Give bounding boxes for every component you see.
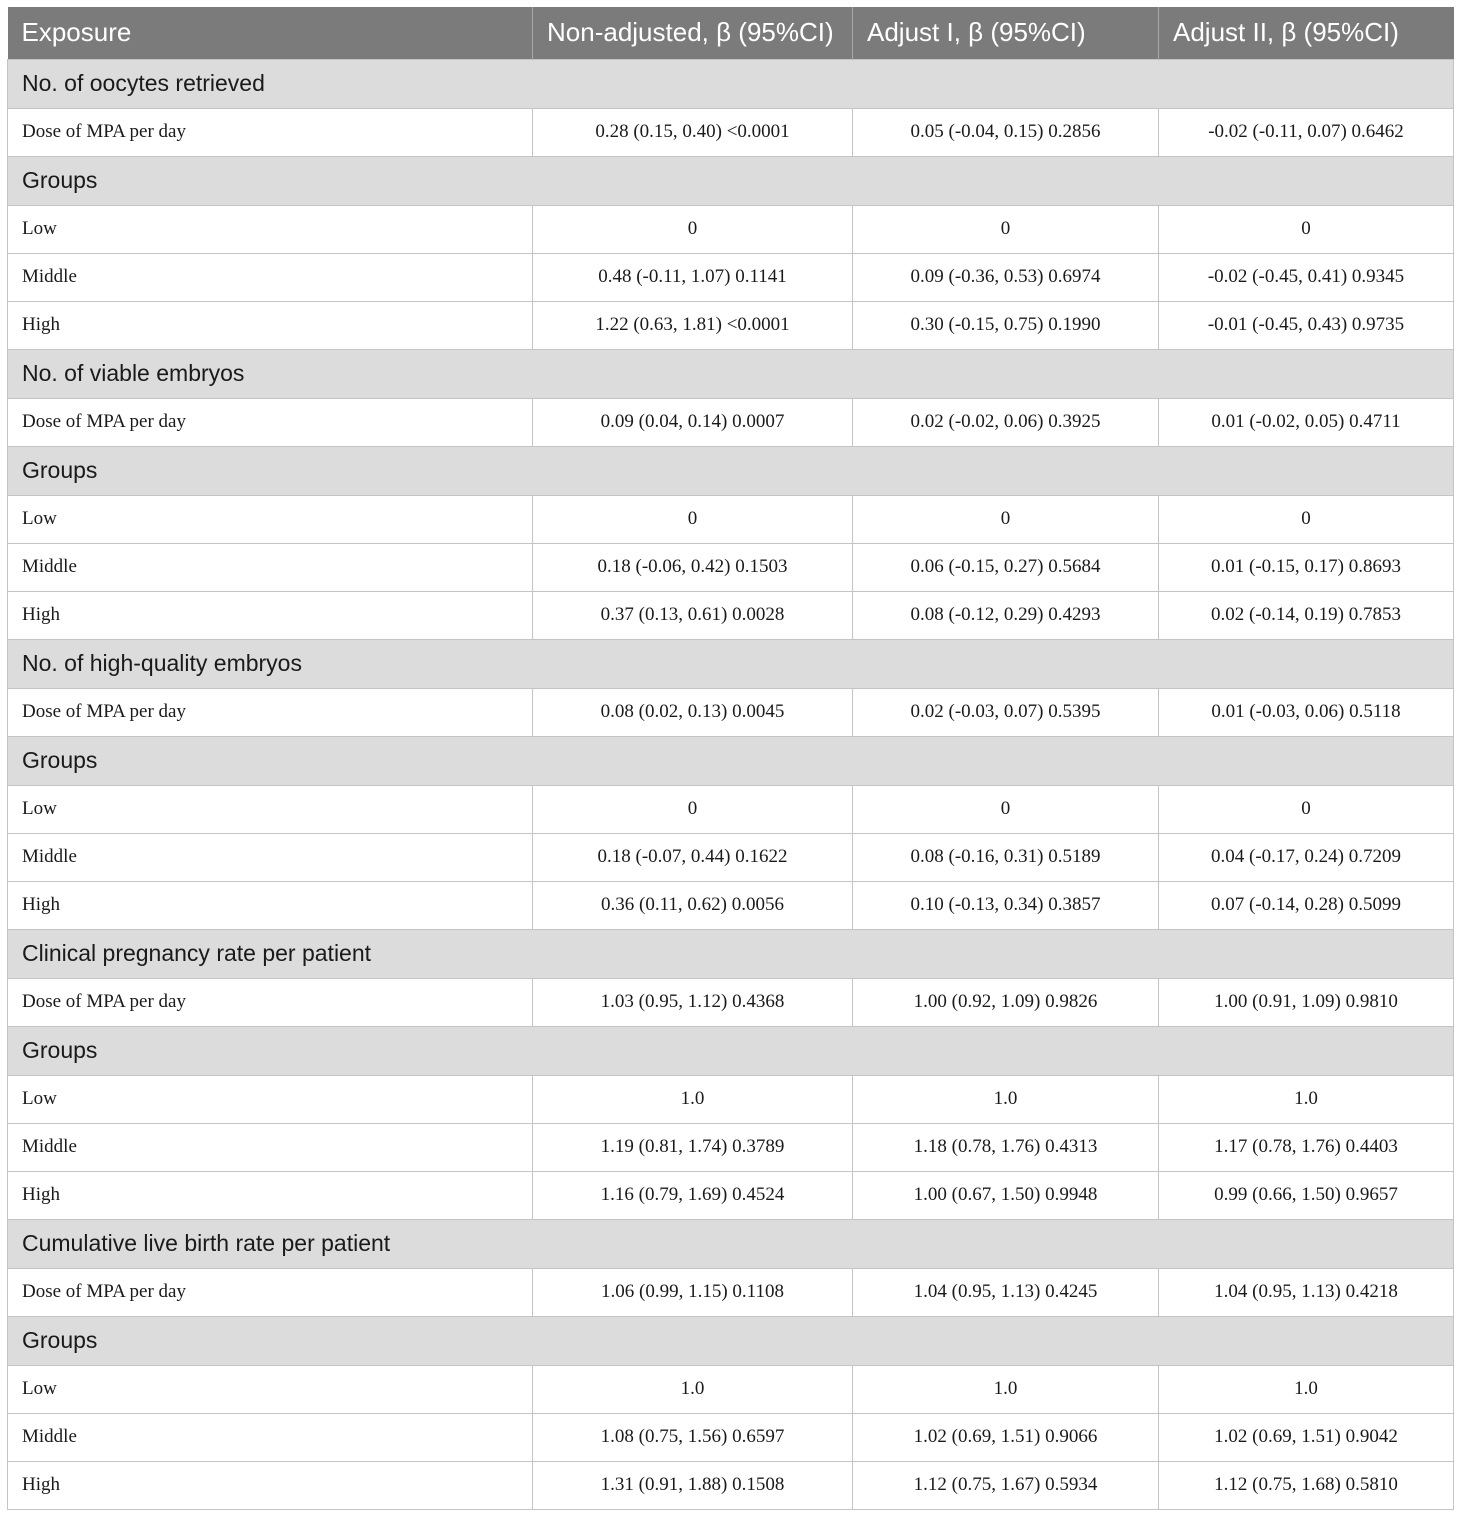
- cell-non-adjusted: 0.18 (-0.07, 0.44) 0.1622: [533, 833, 853, 881]
- section-label: Groups: [8, 736, 1454, 785]
- table-row: [8, 1075, 1454, 1123]
- header-adjust-ii: Adjust II, β (95%CI): [1159, 7, 1454, 59]
- cell-non-adjusted: 1.08 (0.75, 1.56) 0.6597: [533, 1413, 853, 1461]
- row-label: Dose of MPA per day: [8, 398, 533, 446]
- cell-adjust-ii: -0.02 (-0.11, 0.07) 0.6462: [1159, 108, 1454, 156]
- section-label: Groups: [8, 1026, 1454, 1075]
- table-row: [8, 1171, 1454, 1219]
- cell-adjust-i: 0.30 (-0.15, 0.75) 0.1990: [853, 301, 1159, 349]
- section-header-row: [8, 446, 1454, 495]
- row-label: Low: [8, 495, 533, 543]
- table-row: [8, 1123, 1454, 1171]
- table-row: [8, 495, 1454, 543]
- table-row: [8, 1268, 1454, 1316]
- cell-non-adjusted: 0.48 (-0.11, 1.07) 0.1141: [533, 253, 853, 301]
- table-row: [8, 1413, 1454, 1461]
- table-row: [8, 881, 1454, 929]
- row-label: Low: [8, 785, 533, 833]
- table-row: [8, 833, 1454, 881]
- header-adjust-i: Adjust I, β (95%CI): [853, 7, 1159, 59]
- row-label: High: [8, 881, 533, 929]
- cell-adjust-ii: 0.04 (-0.17, 0.24) 0.7209: [1159, 833, 1454, 881]
- cell-non-adjusted: 0.28 (0.15, 0.40) <0.0001: [533, 108, 853, 156]
- row-label: High: [8, 1461, 533, 1509]
- section-header-row: [8, 929, 1454, 978]
- header-non-adjusted: Non-adjusted, β (95%CI): [533, 7, 853, 59]
- table-row: [8, 108, 1454, 156]
- cell-non-adjusted: 1.0: [533, 1075, 853, 1123]
- row-label: Middle: [8, 253, 533, 301]
- cell-adjust-ii: -0.02 (-0.45, 0.41) 0.9345: [1159, 253, 1454, 301]
- cell-non-adjusted: 0.36 (0.11, 0.62) 0.0056: [533, 881, 853, 929]
- cell-non-adjusted: 0: [533, 495, 853, 543]
- section-header-row: [8, 639, 1454, 688]
- table-row: [8, 1365, 1454, 1413]
- header-row: [8, 7, 1454, 59]
- cell-adjust-ii: 1.17 (0.78, 1.76) 0.4403: [1159, 1123, 1454, 1171]
- row-label: Low: [8, 1365, 533, 1413]
- cell-adjust-ii: 1.04 (0.95, 1.13) 0.4218: [1159, 1268, 1454, 1316]
- table-row: [8, 398, 1454, 446]
- cell-adjust-ii: 0.01 (-0.02, 0.05) 0.4711: [1159, 398, 1454, 446]
- cell-adjust-i: 1.00 (0.92, 1.09) 0.9826: [853, 978, 1159, 1026]
- table-row: [8, 785, 1454, 833]
- table-body: [8, 59, 1454, 1509]
- row-label: Dose of MPA per day: [8, 688, 533, 736]
- cell-adjust-i: 0.02 (-0.02, 0.06) 0.3925: [853, 398, 1159, 446]
- row-label: High: [8, 301, 533, 349]
- table-row: [8, 978, 1454, 1026]
- cell-non-adjusted: 1.19 (0.81, 1.74) 0.3789: [533, 1123, 853, 1171]
- table-row: [8, 205, 1454, 253]
- cell-adjust-i: 1.0: [853, 1075, 1159, 1123]
- row-label: Low: [8, 205, 533, 253]
- cell-adjust-i: 1.0: [853, 1365, 1159, 1413]
- cell-non-adjusted: 1.03 (0.95, 1.12) 0.4368: [533, 978, 853, 1026]
- cell-adjust-ii: 1.0: [1159, 1075, 1454, 1123]
- section-header-row: [8, 59, 1454, 108]
- table-row: [8, 253, 1454, 301]
- section-label: Groups: [8, 446, 1454, 495]
- section-header-row: [8, 1026, 1454, 1075]
- results-table: [7, 7, 1454, 1510]
- cell-adjust-ii: 0.07 (-0.14, 0.28) 0.5099: [1159, 881, 1454, 929]
- cell-adjust-i: 0: [853, 495, 1159, 543]
- section-label: Cumulative live birth rate per patient: [8, 1219, 1454, 1268]
- cell-adjust-i: 0: [853, 785, 1159, 833]
- cell-non-adjusted: 1.0: [533, 1365, 853, 1413]
- section-header-row: [8, 349, 1454, 398]
- table-row: [8, 543, 1454, 591]
- section-header-row: [8, 736, 1454, 785]
- cell-adjust-i: 1.02 (0.69, 1.51) 0.9066: [853, 1413, 1159, 1461]
- table-row: [8, 301, 1454, 349]
- header-exposure: Exposure: [8, 7, 533, 59]
- section-label: No. of high-quality embryos: [8, 639, 1454, 688]
- cell-adjust-ii: 0: [1159, 205, 1454, 253]
- cell-adjust-ii: 0.99 (0.66, 1.50) 0.9657: [1159, 1171, 1454, 1219]
- table-row: [8, 1461, 1454, 1509]
- row-label: Middle: [8, 1123, 533, 1171]
- cell-adjust-i: 1.12 (0.75, 1.67) 0.5934: [853, 1461, 1159, 1509]
- table-row: [8, 688, 1454, 736]
- section-header-row: [8, 156, 1454, 205]
- cell-adjust-ii: 0.01 (-0.03, 0.06) 0.5118: [1159, 688, 1454, 736]
- cell-adjust-ii: 1.12 (0.75, 1.68) 0.5810: [1159, 1461, 1454, 1509]
- cell-non-adjusted: 0.37 (0.13, 0.61) 0.0028: [533, 591, 853, 639]
- cell-non-adjusted: 1.16 (0.79, 1.69) 0.4524: [533, 1171, 853, 1219]
- cell-adjust-ii: 0: [1159, 785, 1454, 833]
- table-header: [8, 7, 1454, 59]
- row-label: High: [8, 1171, 533, 1219]
- cell-non-adjusted: 0.18 (-0.06, 0.42) 0.1503: [533, 543, 853, 591]
- cell-adjust-i: 0: [853, 205, 1159, 253]
- cell-adjust-i: 0.06 (-0.15, 0.27) 0.5684: [853, 543, 1159, 591]
- cell-non-adjusted: 0: [533, 785, 853, 833]
- cell-non-adjusted: 1.22 (0.63, 1.81) <0.0001: [533, 301, 853, 349]
- section-label: No. of oocytes retrieved: [8, 59, 1454, 108]
- row-label: Dose of MPA per day: [8, 978, 533, 1026]
- row-label: Low: [8, 1075, 533, 1123]
- cell-non-adjusted: 0.09 (0.04, 0.14) 0.0007: [533, 398, 853, 446]
- cell-adjust-ii: 1.0: [1159, 1365, 1454, 1413]
- section-label: Clinical pregnancy rate per patient: [8, 929, 1454, 978]
- row-label: Middle: [8, 543, 533, 591]
- section-label: Groups: [8, 156, 1454, 205]
- cell-adjust-ii: 1.02 (0.69, 1.51) 0.9042: [1159, 1413, 1454, 1461]
- row-label: High: [8, 591, 533, 639]
- row-label: Dose of MPA per day: [8, 1268, 533, 1316]
- cell-non-adjusted: 1.31 (0.91, 1.88) 0.1508: [533, 1461, 853, 1509]
- section-label: No. of viable embryos: [8, 349, 1454, 398]
- section-label: Groups: [8, 1316, 1454, 1365]
- cell-adjust-ii: 0: [1159, 495, 1454, 543]
- cell-adjust-i: 0.02 (-0.03, 0.07) 0.5395: [853, 688, 1159, 736]
- table-row: [8, 591, 1454, 639]
- cell-adjust-i: 1.04 (0.95, 1.13) 0.4245: [853, 1268, 1159, 1316]
- row-label: Middle: [8, 833, 533, 881]
- cell-adjust-ii: 1.00 (0.91, 1.09) 0.9810: [1159, 978, 1454, 1026]
- cell-adjust-i: 0.09 (-0.36, 0.53) 0.6974: [853, 253, 1159, 301]
- results-table-container: [7, 7, 1453, 1510]
- cell-non-adjusted: 0: [533, 205, 853, 253]
- section-header-row: [8, 1316, 1454, 1365]
- cell-adjust-ii: 0.01 (-0.15, 0.17) 0.8693: [1159, 543, 1454, 591]
- cell-adjust-i: 1.18 (0.78, 1.76) 0.4313: [853, 1123, 1159, 1171]
- cell-adjust-i: 0.08 (-0.12, 0.29) 0.4293: [853, 591, 1159, 639]
- cell-adjust-ii: -0.01 (-0.45, 0.43) 0.9735: [1159, 301, 1454, 349]
- cell-non-adjusted: 0.08 (0.02, 0.13) 0.0045: [533, 688, 853, 736]
- cell-adjust-i: 1.00 (0.67, 1.50) 0.9948: [853, 1171, 1159, 1219]
- section-header-row: [8, 1219, 1454, 1268]
- cell-adjust-i: 0.05 (-0.04, 0.15) 0.2856: [853, 108, 1159, 156]
- cell-adjust-i: 0.08 (-0.16, 0.31) 0.5189: [853, 833, 1159, 881]
- cell-non-adjusted: 1.06 (0.99, 1.15) 0.1108: [533, 1268, 853, 1316]
- cell-adjust-i: 0.10 (-0.13, 0.34) 0.3857: [853, 881, 1159, 929]
- row-label: Middle: [8, 1413, 533, 1461]
- row-label: Dose of MPA per day: [8, 108, 533, 156]
- cell-adjust-ii: 0.02 (-0.14, 0.19) 0.7853: [1159, 591, 1454, 639]
